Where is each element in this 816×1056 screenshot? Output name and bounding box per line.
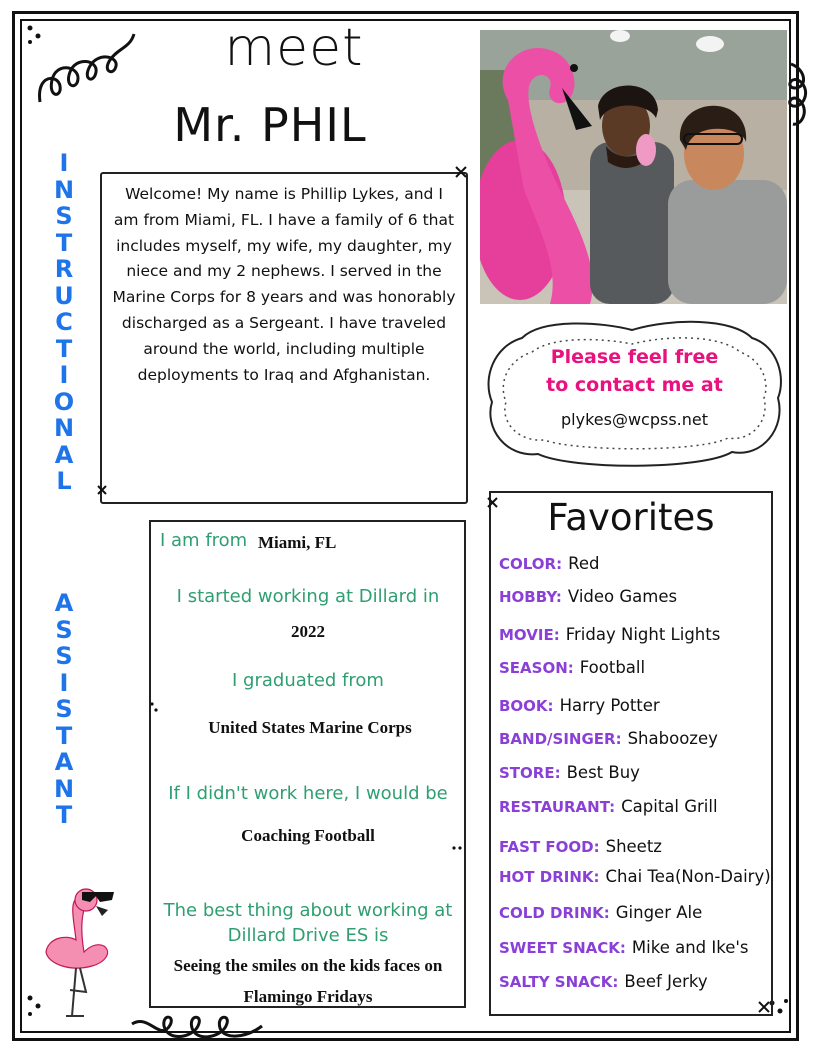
vertical-title-instructional: I N S T R U C T I O N A L [53,149,75,495]
favorite-row [499,696,660,720]
favorite-row [499,972,708,996]
favorite-row [499,658,645,682]
right-edge-swirl [785,60,815,180]
favorite-row [499,729,718,753]
favorite-row [499,587,677,611]
graduated-answer: United States Marine Corps [208,718,412,737]
favorite-label: SEASON: [499,659,574,677]
contact-cloud [482,318,787,468]
favorite-row [499,867,771,891]
favorite-value: Friday Night Lights [565,625,721,644]
corner-swirl-top-left [18,14,138,104]
favorite-value: Beef Jerky [624,972,708,991]
favorite-value: Mike and Ike's [631,938,749,957]
favorite-row [499,625,720,649]
page-title: Mr. PHIL [173,98,367,152]
box-corner-star [755,998,775,1018]
favorite-label: HOT DRINK: [499,868,600,886]
profile-photo [480,30,787,304]
started-answer: 2022 [291,622,325,641]
favorite-value: Red [568,554,600,573]
favorite-value: Football [579,658,646,677]
favorite-label: MOVIE: [499,626,560,644]
favorite-value: Capital Grill [621,797,718,816]
contact-heading-line-1: Please feel free [550,346,719,368]
favorite-value: Harry Potter [559,696,660,715]
favorite-label: HOBBY: [499,588,562,606]
started-prompt: I started working at Dillard in [176,586,440,607]
box-corner-star [485,495,501,511]
favorite-label: BOOK: [499,697,554,715]
flamingo-with-sunglasses-icon [40,880,120,1020]
box-dots [148,700,164,716]
favorites-title: Favorites [547,496,715,539]
alternative-career-prompt: If I didn't work here, I would be [168,783,448,804]
favorite-row [499,938,749,962]
favorite-value: Chai Tea(Non-Dairy) [605,867,771,886]
best-thing-prompt: The best thing about working at Dillard Drive ES is [163,900,453,946]
favorite-label: SWEET SNACK: [499,939,626,957]
from-prompt: I am from [160,530,248,551]
favorite-value: Ginger Ale [615,903,703,922]
box-corner-star [452,163,472,183]
graduated-prompt: I graduated from [232,670,384,691]
favorite-label: COLOR: [499,555,563,573]
favorite-value: Shaboozey [627,729,718,748]
favorite-row [499,903,702,927]
vertical-title-assistant: A S S I S T A N T [53,589,75,829]
favorite-label: STORE: [499,764,561,782]
favorite-label: FAST FOOD: [499,838,600,856]
favorite-label: COLD DRINK: [499,904,610,922]
favorite-label: BAND/SINGER: [499,730,622,748]
welcome-paragraph: Welcome! My name is Phillip Lykes, and I am from Miami, FL. I have a family of 6 that includes myself, my wife, my daughter, my niece and my 2 nephews. I served in the Marine Corps for 8 years and was honorably discharged as a Sergeant. I have traveled around the world, including multiple deployments to Iraq and Afghanistan. [112,185,456,384]
favorite-row [499,763,640,787]
from-answer: Miami, FL [258,533,337,552]
favorite-row [499,797,718,821]
alternative-career-answer: Coaching Football [241,826,375,845]
favorite-label: SALTY SNACK: [499,973,619,991]
favorite-row [499,554,599,578]
favorite-value: Sheetz [605,837,662,856]
favorite-row [499,837,662,861]
box-dots [450,840,466,856]
meet-heading: meet [224,18,364,78]
bottom-swirl [128,1008,268,1048]
favorite-label: RESTAURANT: [499,798,616,816]
contact-heading-line-2: to contact me at [546,374,723,396]
best-thing-answer: Seeing the smiles on the kids faces on Flamingo Fridays [173,956,443,1006]
welcome-textbox [100,172,468,504]
contact-email[interactable]: plykes@wcpss.net [561,410,708,429]
favorite-value: Video Games [567,587,678,606]
favorite-value: Best Buy [566,763,640,782]
box-corner-star [94,482,114,502]
